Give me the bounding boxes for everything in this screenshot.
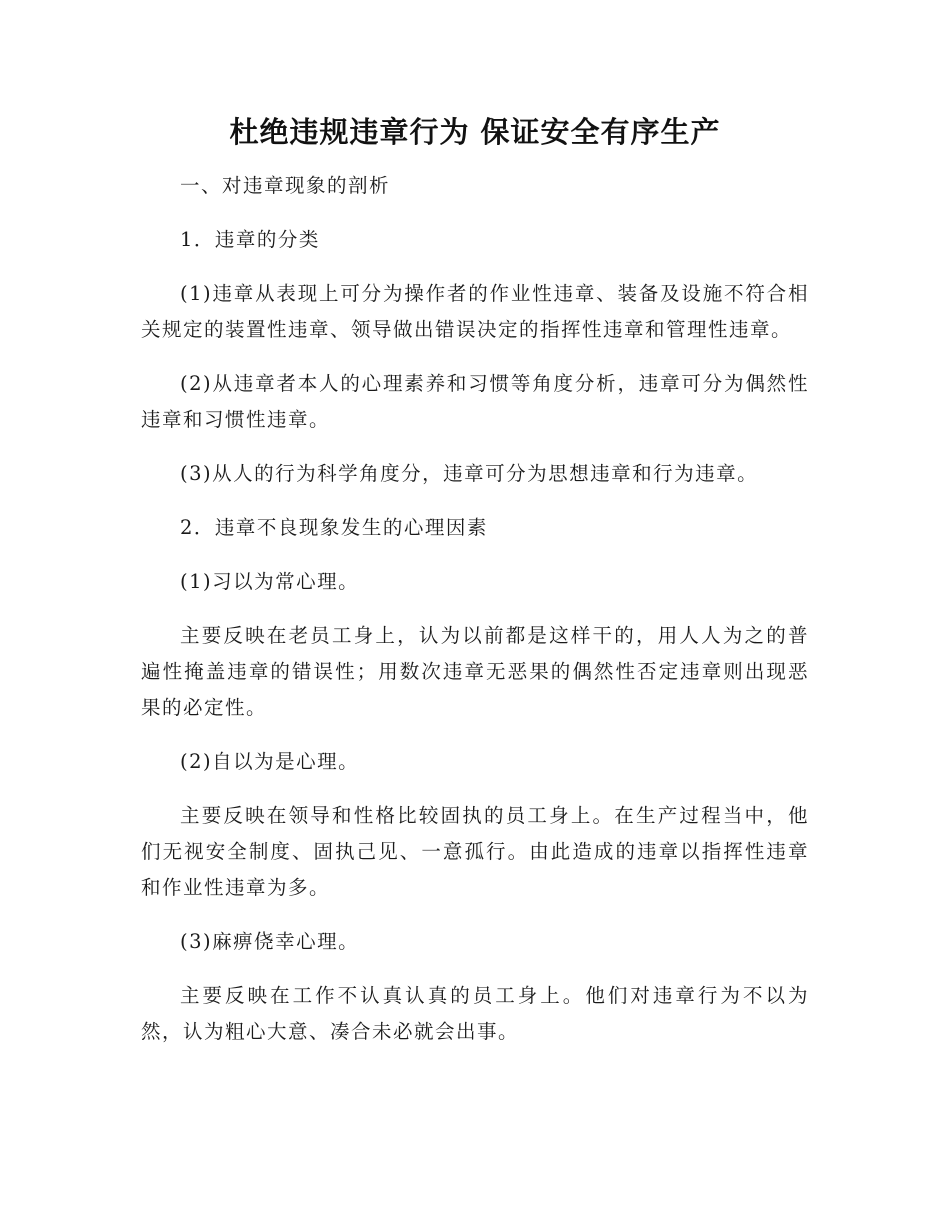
list-item-heading: (1)习以为常心理。 [180,570,360,593]
subsection-heading: 2．违章不良现象发生的心理因素 [180,516,488,539]
section-heading: 一、对违章现象的剖析 [180,174,391,197]
document-body [141,168,809,1068]
paragraph: (2)从违章者本人的心理素养和习惯等角度分析，违章可分为偶然性违章和习惯性违章。 [141,372,809,431]
subsection-heading: 1．违章的分类 [180,228,320,251]
document-title: 杜绝违规违章行为 保证安全有序生产 [229,115,721,149]
paragraph: (1)违章从表现上可分为操作者的作业性违章、装备及设施不符合相关规定的装置性违章、领导做出错误决定的指挥性违章和管理性违章。 [141,282,809,341]
list-item-heading: (2)自以为是心理。 [180,750,360,773]
paragraph: 主要反映在老员工身上，认为以前都是这样干的，用人人为之的普遍性掩盖违章的错误性；用数次违章无恶果的偶然性否定违章则出现恶果的必定性。 [141,624,809,719]
list-item-heading: (3)麻痹侥幸心理。 [180,930,360,953]
paragraph: 主要反映在领导和性格比较固执的员工身上。在生产过程当中，他们无视安全制度、固执己见、一意孤行。由此造成的违章以指挥性违章和作业性违章为多。 [141,804,809,899]
paragraph: 主要反映在工作不认真认真的员工身上。他们对违章行为不以为然，认为粗心大意、凑合未必就会出事。 [141,984,809,1043]
paragraph: (3)从人的行为科学角度分，违章可分为思想违章和行为违章。 [180,462,759,485]
